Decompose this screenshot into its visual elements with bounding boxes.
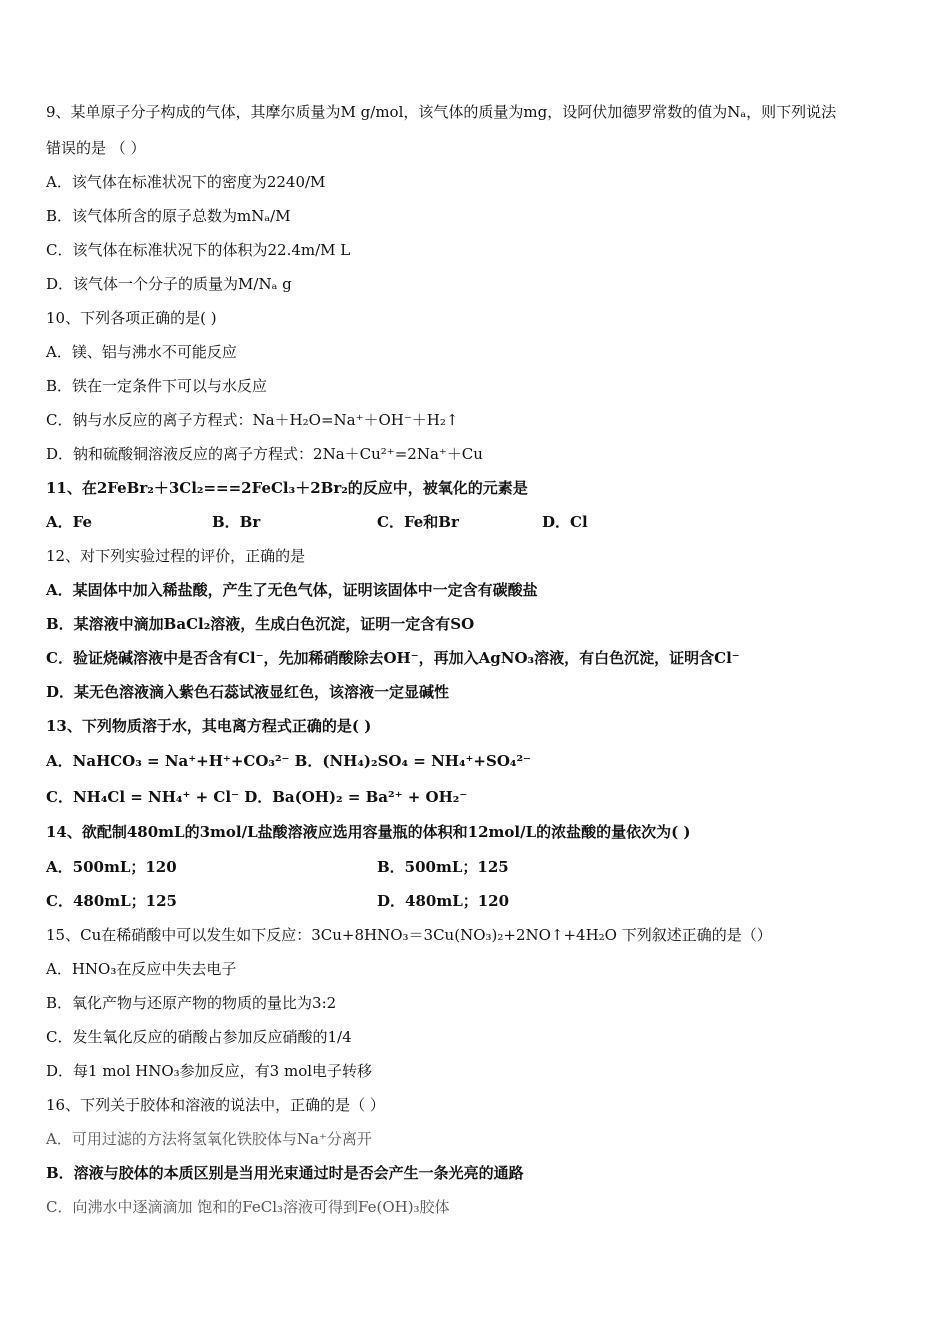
q14-option-d: D．480mL；120 <box>377 892 510 910</box>
q10-option-a: A．镁、铝与沸水不可能反应 <box>46 343 237 361</box>
q13-stem: 13、下列物质溶于水，其电离方程式正确的是( ) <box>46 717 372 735</box>
q16-stem: 16、下列关于胶体和溶液的说法中，正确的是（ ） <box>46 1096 385 1114</box>
q11-option-a: A．Fe <box>46 513 93 531</box>
q11-option-b: B．Br <box>212 513 261 531</box>
q10-option-c: C．钠与水反应的离子方程式：Na＋H₂O=Na⁺＋OH⁻＋H₂↑ <box>46 411 459 429</box>
q15-option-b: B．氧化产物与还原产物的物质的量比为3:2 <box>46 994 337 1012</box>
q9-stem-line2: 错误的是 （ ） <box>46 139 146 157</box>
q15-option-d: D．每1 mol HNO₃参加反应，有3 mol电子转移 <box>46 1062 373 1080</box>
q12-option-a: A．某固体中加入稀盐酸，产生了无色气体，证明该固体中一定含有碳酸盐 <box>46 581 538 599</box>
q16-option-b: B．溶液与胶体的本质区别是当用光束通过时是否会产生一条光亮的通路 <box>46 1164 524 1182</box>
q12-option-c: C．验证烧碱溶液中是否含有Cl⁻，先加稀硝酸除去OH⁻，再加入AgNO₃溶液，有白色沉淀，证明含Cl⁻ <box>46 649 740 667</box>
q9-option-c: C．该气体在标准状况下的体积为22.4m/M L <box>46 241 351 259</box>
q10-stem: 10、下列各项正确的是( ) <box>46 309 217 327</box>
q15-stem: 15、Cu在稀硝酸中可以发生如下反应：3Cu+8HNO₃＝3Cu(NO₃)₂+2NO↑+4H₂O 下列叙述正确的是（） <box>46 926 772 944</box>
q10-option-d: D．钠和硫酸铜溶液反应的离子方程式：2Na＋Cu²⁺=2Na⁺＋Cu <box>46 445 483 463</box>
q14-option-b: B．500mL；125 <box>377 858 509 876</box>
q9-option-b: B．该气体所含的原子总数为mNₐ/M <box>46 207 291 225</box>
q13-options-row1: A．NaHCO₃ = Na⁺+H⁺+CO₃²⁻ B．(NH₄)₂SO₄ = NH₄⁺+SO₄²⁻ <box>46 752 531 770</box>
q9-option-d: D．该气体一个分子的质量为M/Nₐ g <box>46 275 292 293</box>
q16-option-a: A．可用过滤的方法将氢氧化铁胶体与Na⁺分离开 <box>46 1130 372 1148</box>
q11-option-d: D．Cl <box>542 513 588 531</box>
q9-stem-line1: 9、某单原子分子构成的气体，其摩尔质量为M g/mol，该气体的质量为mg，设阿伏加德罗常数的值为Nₐ，则下列说法 <box>46 103 837 121</box>
q14-option-c: C．480mL；125 <box>46 892 177 910</box>
q12-option-d: D．某无色溶液滴入紫色石蕊试液显红色，该溶液一定显碱性 <box>46 683 450 701</box>
q15-option-a: A．HNO₃在反应中失去电子 <box>46 960 237 978</box>
q10-option-b: B．铁在一定条件下可以与水反应 <box>46 377 268 395</box>
q16-option-c: C．向沸水中逐滴滴加 饱和的FeCl₃溶液可得到Fe(OH)₃胶体 <box>46 1198 450 1216</box>
q14-option-a: A．500mL；120 <box>46 858 177 876</box>
q14-stem: 14、欲配制480mL的3mol/L盐酸溶液应选用容量瓶的体积和12mol/L的浓盐酸的量依次为( ) <box>46 823 691 841</box>
q11-option-c: C．Fe和Br <box>377 513 459 531</box>
q11-stem: 11、在2FeBr₂＋3Cl₂===2FeCl₃＋2Br₂的反应中，被氧化的元素是 <box>46 479 528 497</box>
q12-stem: 12、对下列实验过程的评价，正确的是 <box>46 547 306 565</box>
q9-option-a: A．该气体在标准状况下的密度为2240/M <box>46 173 326 191</box>
q15-option-c: C．发生氧化反应的硝酸占参加反应硝酸的1/4 <box>46 1028 352 1046</box>
q13-options-row2: C．NH₄Cl = NH₄⁺ + Cl⁻ D．Ba(OH)₂ = Ba²⁺ + OH₂⁻ <box>46 788 468 806</box>
q12-option-b: B．某溶液中滴加BaCl₂溶液，生成白色沉淀，证明一定含有SO <box>46 615 475 633</box>
